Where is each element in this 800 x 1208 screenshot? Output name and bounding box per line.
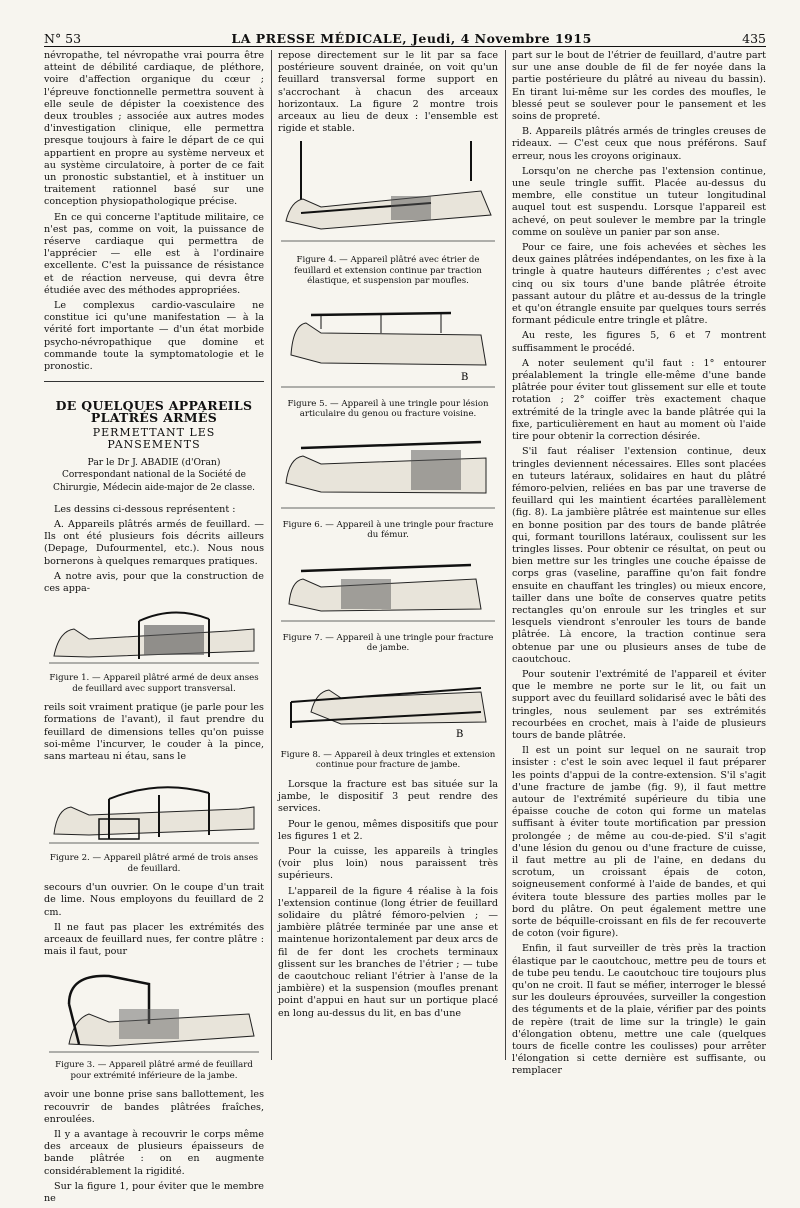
svg-text:B: B [456,728,464,740]
paragraph: Pour ce faire, une fois achevées et sèches les deux gaines plâtrées indépendantes, on les fixe à la tringle à quatre hauteurs différentes ; c'est avec cinq ou six tours d'une bande plâtrée étroite passant autour du plâtre et au-dessus de la tringle et qu'on étrangle ensuite par quelques tours serrés formant pédicule entre tringle et plâtre. [512,242,766,327]
paragraph: A notre avis, pour que la construction de ces appa- [44,570,264,594]
leg-splint-illustration [49,601,259,669]
paragraph: Au reste, les figures 5, 6 et 7 montrent suffisamment le procédé. [512,330,766,354]
traction-apparatus-illustration [281,141,495,251]
paragraph: A. Appareils plâtrés armés de feuillard. — Ils ont été plusieurs fois décrits ailleurs (Depage, Dufourmentel, etc.). Nous nous bornerons à quelques remarques pratiques. [44,518,264,567]
rod-apparatus-illustration [281,549,495,629]
column-1 [44,50,264,1208]
paragraph: Sur la figure 1, pour éviter que le membre ne [44,1180,264,1204]
figure-8-caption: Figure 8. — Appareil à deux tringles et extension continue pour fracture de jambe. [280,749,496,771]
leg-splint-illustration [49,964,259,1056]
figure-2-caption: Figure 2. — Appareil plâtré armé de trois anses de feuillard. [49,853,259,874]
figure-8 [278,662,498,746]
paragraph: Lorsque la fracture est bas située sur la jambe, le dispositif 3 peut rendre des services. [278,778,498,815]
journal-title: LA PRESSE MÉDICALE, Jeudi, 4 Novembre 1915 [231,31,592,46]
rod-apparatus-illustration [281,428,495,516]
paragraph: Pour le genou, mêmes dispositifs que pour les figures 1 et 2. [278,818,498,842]
figure-4-caption: Figure 4. — Appareil plâtré avec étrier de feuillard et extension continue par traction élastique, et suspension par moufles. [294,255,482,287]
paragraph: névropathe, tel névropathe vrai pourra être atteint de débilité cardiaque, de pléthore, voire d'affection organique du cœur ; l'épreuve fonctionnelle permettra souvent à elle seule de dépister la coexistence des deux troubles ; associée aux autres modes d'investigation clinique, elle permettra presque toujours à faire le départ de ce qui appartient en propre au système nerveux et au système circulatoire, à porter de ce fait un pronostic substantiel, et à instituer un traitement rationnel basé sur une conception physiopathologique précise. [44,50,264,208]
figure-1-caption: Figure 1. — Appareil plâtré armé de deux anses de feuillard avec support transversal. [49,673,259,694]
article-subtitle: PERMETTANT LES PANSEMENTS [92,425,216,451]
paragraph: A noter seulement qu'il faut : 1° entourer préalablement la tringle elle-même d'une bande plâtrée pour éviter tout glissement sur elle et toute rotation ; 2° coiffer très exactement chaque extrémité de la tringle avec la bande plâtrée qui la fixe, particulièrement en haut au moment où l'aide tire pour obtenir la correction désirée. [512,357,766,443]
figure-7-caption: Figure 7. — Appareil à une tringle pour fracture de jambe. [282,632,494,654]
rod-apparatus-illustration [281,295,495,395]
paragraph: Il ne faut pas placer les extrémités des arceaux de feuillard nues, fer contre plâtre : mais il faut, pour [44,921,264,958]
paragraph: Enfin, il faut surveiller de très près la traction élastique par le caoutchouc, mettre peu de tours et de tube peu tendu. Le caoutchouc tire toujours plus qu'on ne croit. Il faut se méfier, interroger le blessé sur les douleurs éprouvées, surveiller la congestion des téguments et de la plaie, vérifier par des points de repère (trait de lime sur la tringle) le gain d'élongation obtenu, mettre une cale (quelques tours de ficelle contre les coulisses) pour arrêter l'élongation si cette dernière est suffisante, ou remplacer [512,943,766,1077]
paragraph: L'appareil de la figure 4 réalise à la fois l'extension continue (long étrier de feuillard solidaire du plâtré fémoro-pelvien ; — jambière plâtrée terminée par une anse et maintenue horizontalement par deux arcs de fil de fer dont les crochets terminaux glissent sur les branches de l'étrier ; — tube de caoutchouc reliant l'étrier à l'anse de la jambière) et la suspension (moufles prenant point d'appui en haut sur un portique placé en long au-dessus du lit, en bas d'une [278,885,498,1019]
paragraph: Pour soutenir l'extrémité de l'appareil et éviter que le membre ne porte sur le lit, ou fait un support avec du feuillard solidarisé avec le bâti des tringles, nous seulement par ses extrémités recourbées en crochet, mais à l'aide de plusieurs tours de bande plâtrée. [512,668,766,741]
page-number: 435 [742,31,766,46]
column-2 [278,50,498,1023]
figure-7 [278,549,498,629]
paragraph: S'il faut réaliser l'extension continue, deux tringles deviennent nécessaires. Elles sont placées en tuteurs latéraux, solidaires en haut du plâtré fémoro-pelvien, reliées en bas par une traverse de feuillard qui les maintient écartées parallèlement (fig. 8). La jambière plâtrée est maintenue sur elles en bonne position par des tours de bande plâtrée qui, formant tourillons latéraux, coulissent sur les tringles lisses. Pour obtenir ce résultat, on peut ou bien mettre sur les tringles une couche épaisse de corps gras (vaseline, paraffine qu'on fait fondre ensuite en chauffant les tringles) ou mieux encore, tailler dans une boîte de conserves quatre petits rectangles qu'on enroule sur les tringles et sur lesquels viendront s'enrouler les tours de bande plâtrée. Là encore, la traction continue sera obtenue par une ou plusieurs anses de tube de caoutchouc. [512,446,766,665]
paragraph: Le complexus cardio-vasculaire ne constitue ici qu'une manifestation — à la vérité fort importante — d'un état morbide psycho-névropathique que domine et commande toute la symptomatologie et le pronostic. [44,300,264,373]
column-rule [505,50,506,1060]
figure-4 [278,141,498,251]
figure-6 [278,428,498,516]
paragraph: En ce qui concerne l'aptitude militaire, ce n'est pas, comme on voit, la puissance de réserve cardiaque qui permettra de l'apprécier — elle est à l'ordinaire excellente. C'est la puissance de résistance et de réaction nerveuse, qui devra être étudiée avec des méthodes appropriées. [44,211,264,296]
paragraph: Les dessins ci-dessous représentent : [54,503,236,515]
paragraph: Pour la cuisse, les appareils à tringles (voir plus loin) nous paraissent très supérieurs. [278,845,498,882]
paragraph: Il est un point sur lequel on ne saurait trop insister : c'est le soin avec lequel il faut préparer les points d'appui de la contre-extension. S'il s'agit d'une fracture de jambe (fig. 9), il faut mettre autour de l'extrémité supérieure du tibia une épaisse couche de coton qui forme un matelas suffisant à éviter toute mortification par pression prolongée ; de même au cou-de-pied. S'il s'agit d'une lésion du genou ou d'une fracture de cuisse, il faut mettre au pli de l'aine, en dedans du scrotum, un croissant épais de coton, soigneusement conformé à l'aide de bandes, et qui évitera toute blessure des parties molles par le bord du plâtre. On peut également mettre une sorte de béquille-croissant en fils de fer recouverte de coton (voir figure). [512,745,766,940]
figure-3 [44,964,264,1056]
issue-number: N° 53 [44,31,82,46]
paragraph: repose directement sur le lit par sa face postérieure souvent drainée, on voit qu'un feuillard transversal forme support en s'accrochant à chacun des arceaux horizontaux. La figure 2 montre trois arceaux au lieu de deux : l'ensemble est rigide et stable. [278,50,498,135]
paragraph: Lorsqu'on ne cherche pas l'extension continue, une seule tringle suffit. Placée au-dessus du membre, elle constitue un tuteur longitudinal auquel tout est suspendu. Lorsque l'appareil est achevé, on peut soulever le membre par la tringle comme on soulève un panier par son anse. [512,165,766,238]
two-rod-apparatus-illustration [281,662,495,746]
figure-2 [44,769,264,849]
figure-1 [44,601,264,669]
figure-5-caption: Figure 5. — Appareil à une tringle pour lésion articulaire du genou ou fracture voisine. [287,398,489,420]
figure-6-caption: Figure 6. — Appareil à une tringle pour fracture du fémur. [282,519,494,541]
paragraph: reils soit vraiment pratique (je parle pour les formations de l'avant), il faut prendre du feuillard de dimensions telles qu'on puisse soi-même l'incurver, le couder à la pince, sans marteau ni étau, sans le [44,702,264,762]
paragraph: secours d'un ouvrier. On le coupe d'un trait de lime. Nous employons du feuillard de 2 cm. [44,882,264,918]
page-header [44,24,766,47]
paragraph: Il y a avantage à recouvrir le corps même des arceaux de plusieurs épaisseurs de bande plâtrée : on en augmente considérablement la rigidité. [44,1128,264,1177]
figure-5 [278,295,498,395]
svg-text:B: B [461,371,469,383]
column-rule [271,50,272,1060]
author: Par le Dr J. ABADIE (d'Oran) [87,457,221,469]
paragraph: avoir une bonne prise sans ballottement, les recouvrir de bandes plâtrées fraîches, enroulées. [44,1089,264,1125]
article-title: DE QUELQUES APPAREILS PLATRÉS ARMÉS [55,398,253,426]
paragraph: B. Appareils plâtrés armés de tringles creuses de rideaux. — C'est ceux que nous préférons. Sauf erreur, nous les croyons originaux. [512,126,766,162]
column-3 [512,50,766,1081]
affiliation: Correspondant national de la Société de Chirurgie, Médecin aide-major de 2e classe. [52,470,256,493]
leg-splint-illustration [49,769,259,849]
figure-3-caption: Figure 3. — Appareil plâtré armé de feuillard pour extrémité inférieure de la jambe. [55,1060,253,1081]
paragraph: part sur le bout de l'étrier de feuillard, d'autre part sur une anse double de fil de fer noyée dans la partie postérieure du plâtré au niveau du bassin). En tirant lui-même sur les cordes des moufles, le blessé peut se soulever pour le pansement et les soins de propreté. [512,50,766,123]
